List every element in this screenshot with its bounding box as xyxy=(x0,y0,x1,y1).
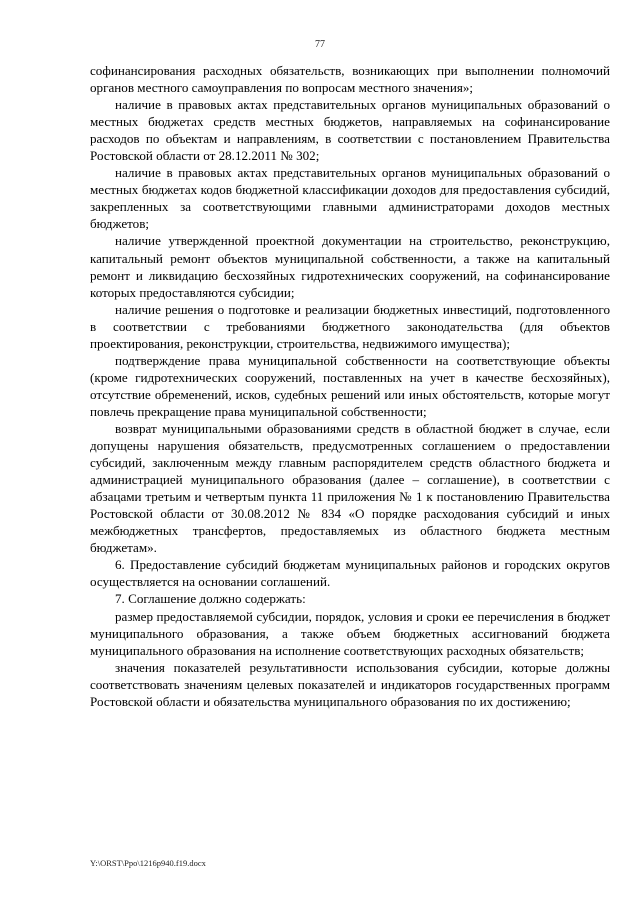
paragraph: наличие в правовых актах представительных органов муниципальных образований о местных бюджетах средств местных бюджетов, направляемых на софинансирование расходов по объектам и направлениям, в соответствии с постановлением Правительства Ростовской области от 28.12.2011 № 302; xyxy=(90,97,610,164)
paragraph-item-6: 6. Предоставление субсидий бюджетам муниципальных районов и городских округов осуществляется на основании соглашений. xyxy=(90,557,610,590)
paragraph: размер предоставляемой субсидии, порядок, условия и сроки ее перечисления в бюджет муниципального образования, а также объем бюджетных ассигнований бюджета муниципального образования на исполнение соответствующих расходных обязательств; xyxy=(90,608,610,658)
paragraph: возврат муниципальными образованиями средств в областной бюджет в случае, если допущены нарушения обязательств, предусмотренных соглашением о предоставлении субсидий, заключенным между главным распорядителем средств областного бюджета и администрацией муниципального образования (далее – соглашение), в соответствии с абзацами третьим и четвертым пункта 11 приложения № 1 к постановлению Правительства Ростовской области от 30.08.2012 № 834 «О порядке расходования субсидий и иных межбюджетных трансфертов, предоставляемых из областного бюджета местным бюджетам». xyxy=(90,420,610,556)
paragraph: значения показателей результативности использования субсидии, которые должны соответствовать значениям целевых показателей и индикаторов государственных программ Ростовской области и обязательства муниципального образования по их достижению; xyxy=(90,659,610,709)
document-body xyxy=(90,62,610,710)
page-number: 77 xyxy=(315,39,325,50)
paragraph-continuation: софинансирования расходных обязательств, возникающих при выполнении полномочий органов местного самоуправления по вопросам местного значения»; xyxy=(90,63,610,96)
paragraph: наличие в правовых актах представительных органов муниципальных образований о местных бюджетах кодов бюджетной классификации доходов для предоставления субсидий, закрепленных за соответствующими главными администраторами доходов местных бюджетов; xyxy=(90,165,610,232)
paragraph: наличие утвержденной проектной документации на строительство, реконструкцию, капитальный ремонт объектов муниципальной собственности, а также на капитальный ремонт и ликвидацию бесхозяйных гидротехнических сооружений, на софинансирование которых предоставляются субсидии; xyxy=(90,233,610,300)
paragraph: подтверждение права муниципальной собственности на соответствующие объекты (кроме гидротехнических сооружений, поставленных на учет в качестве бесхозяйных), отсутствие обременений, исков, судебных решений или иных обстоятельств, которые могут повлечь прекращение права муниципальной собственности; xyxy=(90,352,610,419)
paragraph-item-7: 7. Соглашение должно содержать: xyxy=(115,591,306,607)
paragraph: наличие решения о подготовке и реализации бюджетных инвестиций, подготовленного в соответствии с требованиями бюджетного законодательства (для объектов проектирования, реконструкции, строительства, недвижимого имущества); xyxy=(90,301,610,351)
file-path-footer: Y:\ORST\Ppo\1216p940.f19.docx xyxy=(90,858,206,868)
